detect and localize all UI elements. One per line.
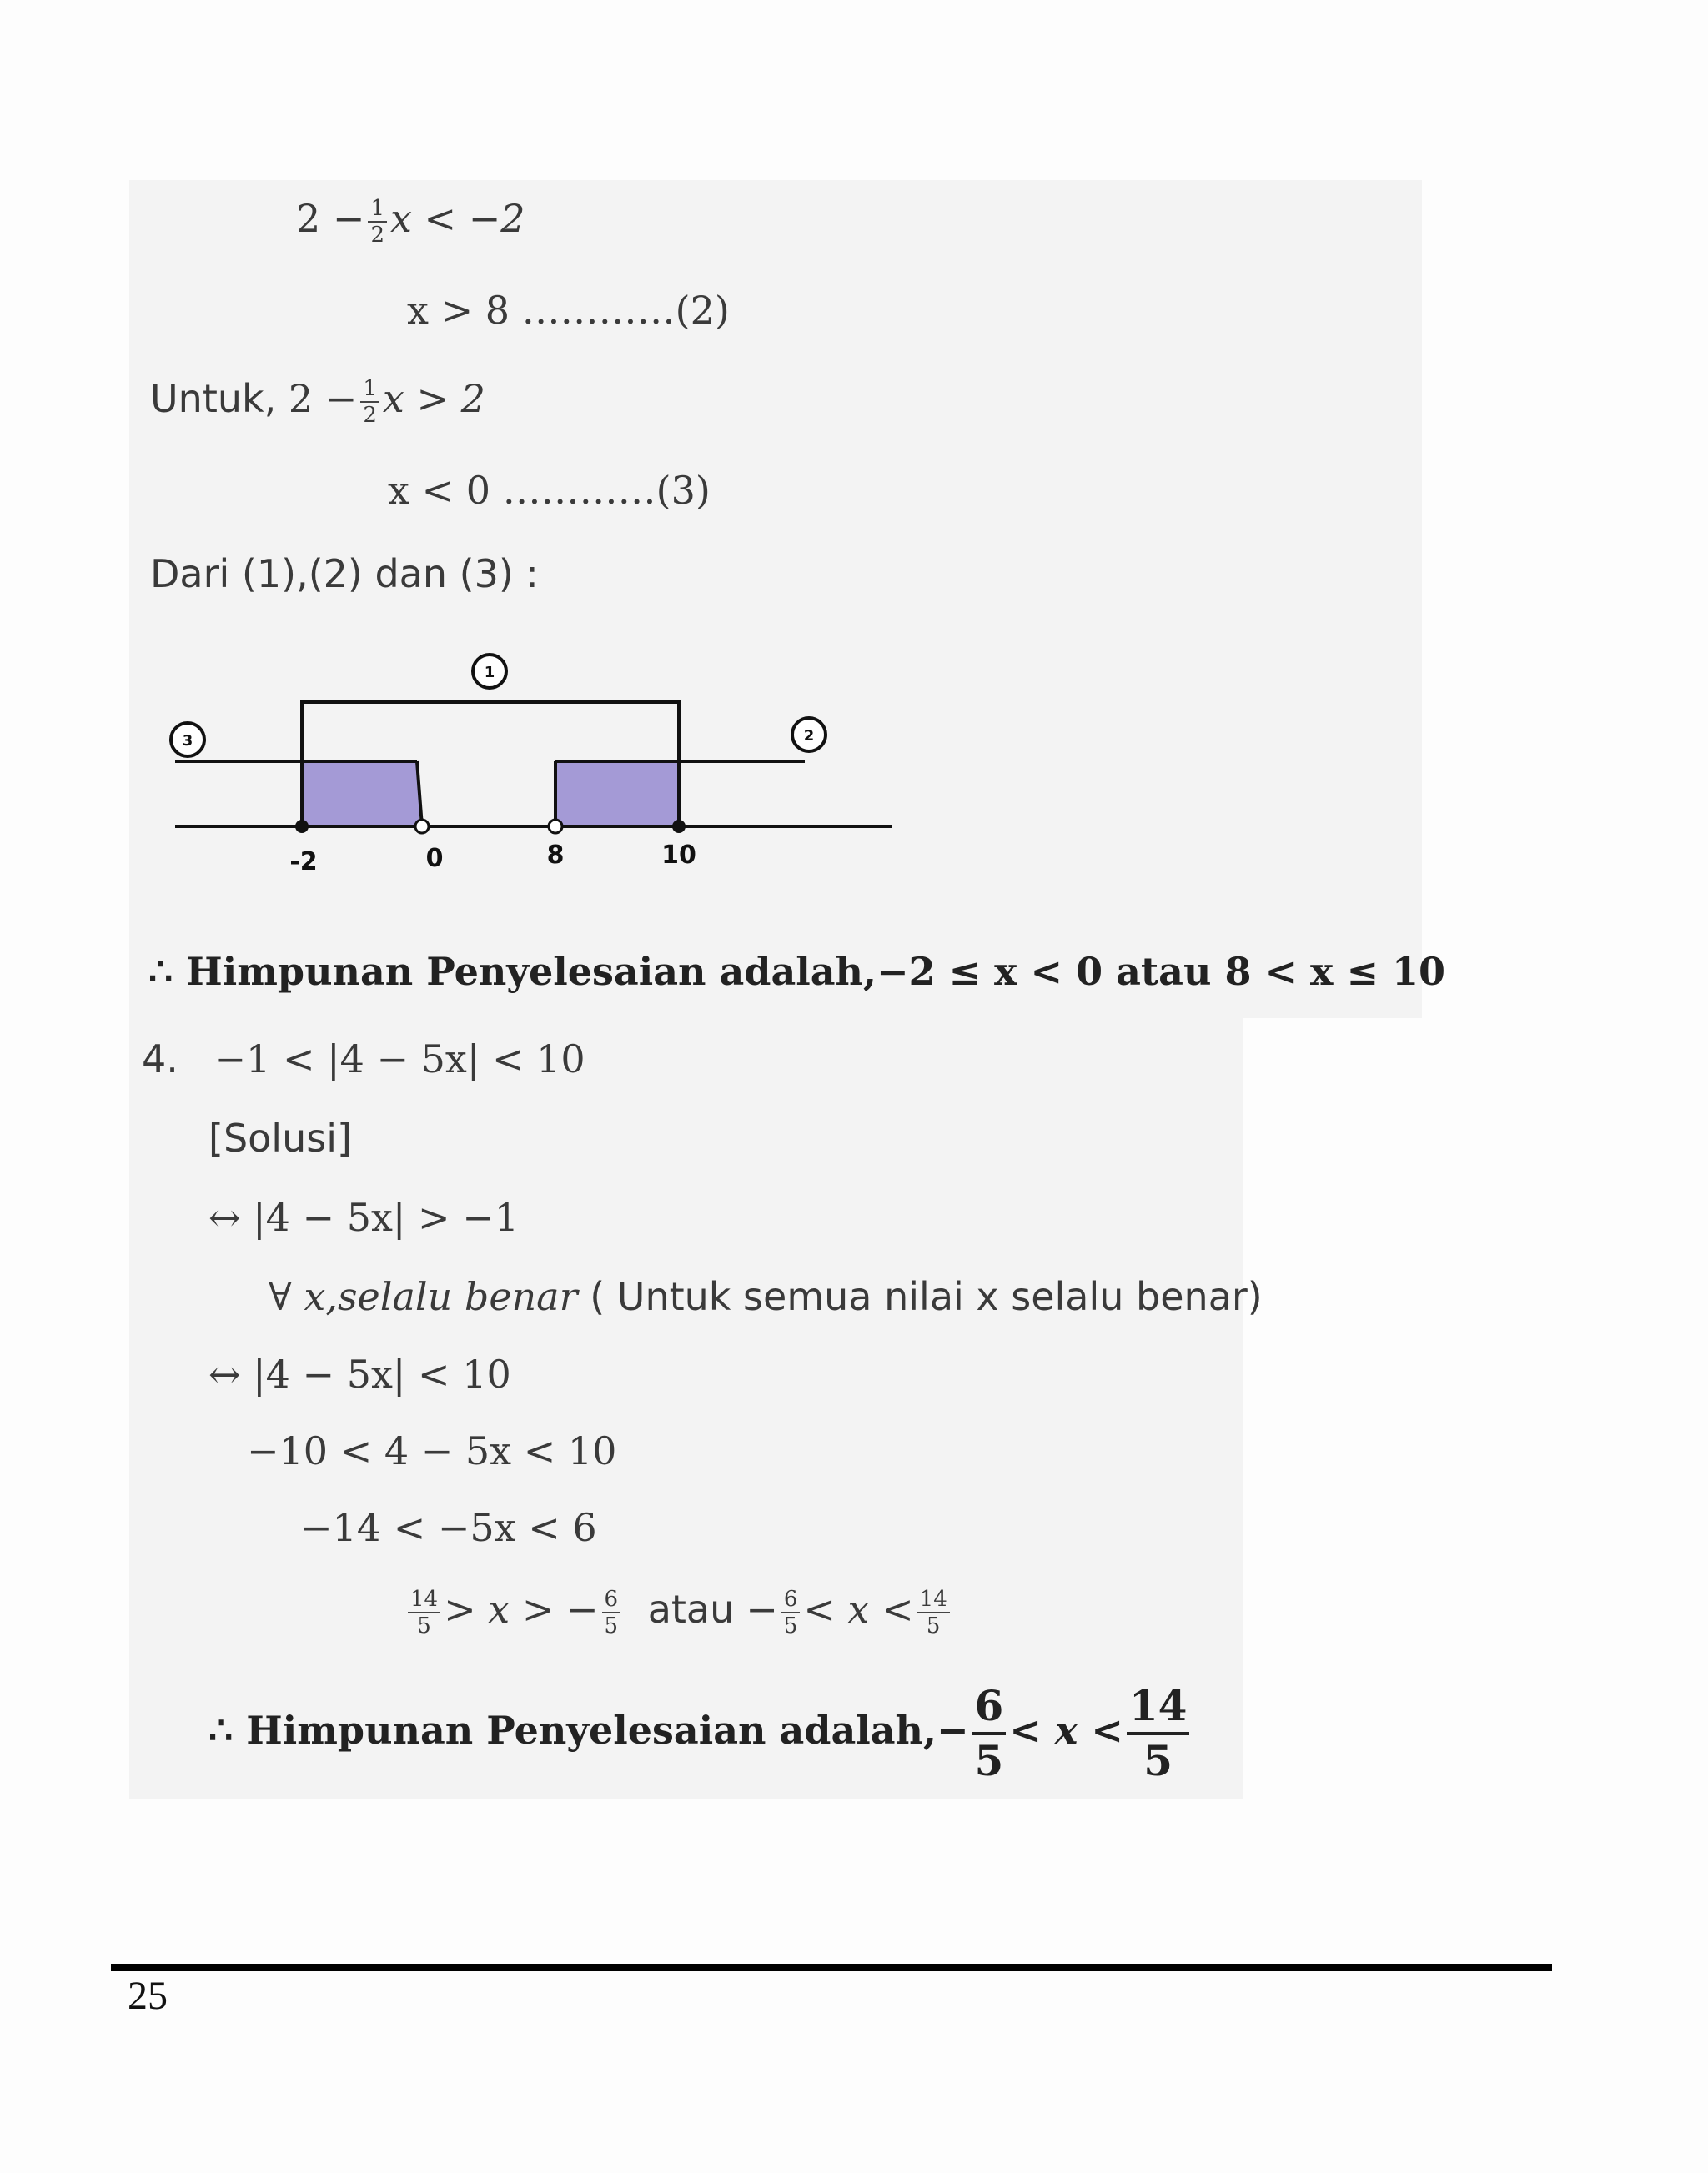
fraction-half: [360, 375, 379, 428]
fraction-numerator: 14: [1127, 1685, 1190, 1735]
expr-rhs: x > 2: [382, 376, 485, 421]
point-0-open: [415, 820, 429, 833]
atau-word: atau: [647, 1587, 735, 1632]
fraction-half: [368, 198, 387, 246]
problem-number: 4.: [142, 1036, 178, 1081]
result-line-2: [407, 285, 730, 335]
content-panel-top: [129, 180, 1422, 1018]
step-6-mid-2: < x <: [803, 1587, 914, 1632]
minus-sign: −: [936, 1708, 969, 1753]
step-3: [208, 1349, 511, 1399]
shaded-interval-right: [555, 761, 679, 826]
marker-label-2: 2: [803, 727, 815, 745]
shaded-interval-left: [302, 761, 419, 826]
conclusion-mid: < x <: [1009, 1708, 1123, 1753]
solusi-label: [Solusi]: [208, 1116, 352, 1161]
fraction-denominator: 5: [783, 1613, 798, 1639]
fraction-numerator: 14: [408, 1588, 440, 1613]
expr-lhs: 2 −: [288, 376, 358, 421]
fraction-numerator: 6: [972, 1685, 1007, 1735]
fraction-denominator: 5: [974, 1736, 1004, 1785]
fraction-numerator: 6: [781, 1588, 801, 1613]
step-3-expr: ↔ |4 − 5x| < 10: [208, 1352, 511, 1397]
tick-label-8: 8: [546, 841, 565, 870]
fraction-denominator: 5: [1143, 1736, 1173, 1785]
step-2-math: ∀ x,selalu benar: [269, 1274, 578, 1319]
minus-sign: −: [746, 1587, 778, 1632]
tick-label-10: 10: [661, 841, 696, 870]
marker-label-3: 3: [182, 732, 193, 750]
dari-text: Dari (1),(2) dan (3) :: [150, 551, 539, 596]
expr-rhs: x < −2: [389, 196, 525, 241]
step-2-note: ( Untuk semua nilai x selalu benar): [590, 1274, 1263, 1319]
fraction-6-5: [781, 1588, 801, 1637]
result-x-lt-0: x < 0 …………(3): [388, 468, 711, 513]
fraction-14-5: [408, 1588, 440, 1637]
step-4: [247, 1426, 616, 1476]
fraction-denominator: 2: [370, 223, 384, 248]
step-2: [269, 1272, 1263, 1322]
therefore-symbol: ∴: [208, 1708, 234, 1753]
conclusion-1: [148, 946, 1445, 996]
untuk-label: Untuk,: [150, 376, 277, 421]
conclusion-2: [208, 1676, 1193, 1784]
dari-line: [150, 549, 539, 599]
point-neg2-closed: [295, 820, 309, 833]
tick-label-0: 0: [425, 844, 444, 873]
step-4-expr: −10 < 4 − 5x < 10: [247, 1428, 617, 1473]
fraction-6-5: [972, 1681, 1007, 1785]
fraction-denominator: 5: [417, 1613, 431, 1639]
page-number: 25: [128, 1974, 168, 2018]
step-6-mid-1: > x > −: [444, 1587, 599, 1632]
marker-label-1: 1: [484, 664, 495, 681]
footer-rule: [111, 1964, 1552, 1971]
number-line-diagram: [158, 638, 909, 888]
point-8-open: [549, 820, 562, 833]
step-5: [300, 1503, 597, 1553]
tick-label-neg2: -2: [289, 847, 318, 876]
conclusion-math: −2 ≤ x < 0 atau 8 < x ≤ 10: [876, 949, 1446, 994]
solusi-label-line: [208, 1113, 352, 1163]
result-line-4: [388, 465, 711, 515]
conclusion-text: Himpunan Penyelesaian adalah,: [246, 1708, 937, 1753]
fraction-6-5: [602, 1588, 621, 1637]
fraction-denominator: 5: [604, 1613, 619, 1639]
step-5-expr: −14 < −5x < 6: [300, 1505, 597, 1550]
conclusion-text: Himpunan Penyelesaian adalah,: [186, 949, 877, 994]
fraction-numerator: 1: [360, 378, 379, 403]
fraction-14-5: [917, 1588, 950, 1637]
fraction-denominator: 2: [363, 402, 377, 428]
step-1-expr: ↔ |4 − 5x| > −1: [208, 1195, 520, 1240]
fraction-denominator: 5: [926, 1613, 941, 1639]
problem-expression: −1 < |4 − 5x| < 10: [214, 1036, 585, 1081]
step-1: [208, 1192, 519, 1242]
therefore-symbol: ∴: [148, 949, 173, 994]
point-10-closed: [672, 820, 686, 833]
fraction-numerator: 1: [368, 198, 387, 223]
step-6: [404, 1576, 953, 1643]
result-x-gt-8: x > 8 …………(2): [407, 288, 730, 333]
fraction-14-5: [1127, 1681, 1190, 1785]
problem-4-statement: [142, 1034, 585, 1084]
inequality-line-3: [150, 374, 485, 426]
fraction-numerator: 14: [917, 1588, 950, 1613]
fraction-numerator: 6: [602, 1588, 621, 1613]
expr-lhs: 2 −: [296, 196, 365, 241]
inequality-line-1: [296, 193, 525, 246]
